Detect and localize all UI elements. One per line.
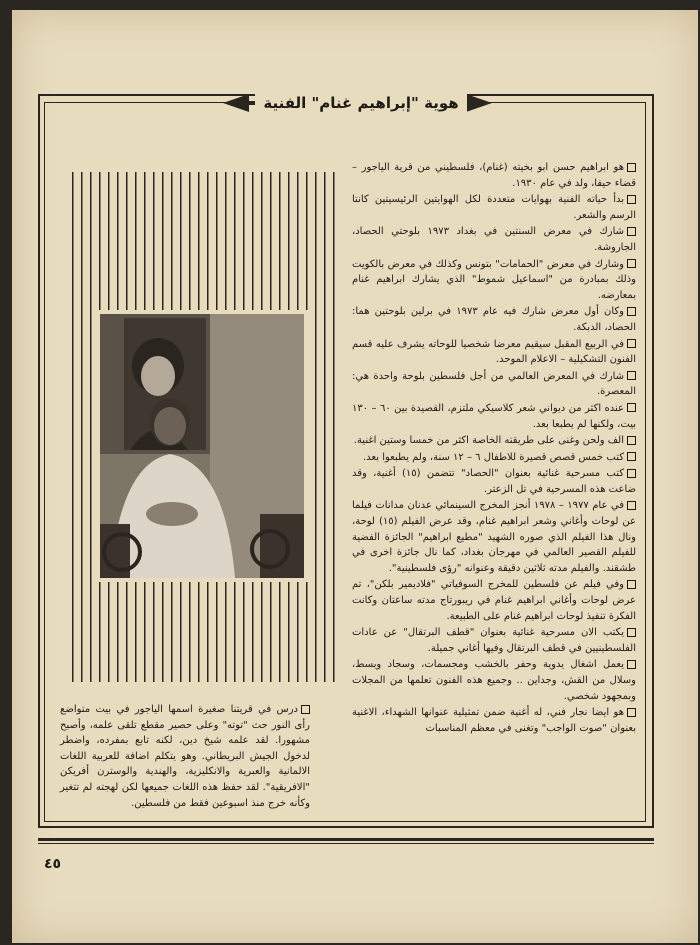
checkbox-bullet-icon [627, 436, 636, 445]
checkbox-bullet-icon [627, 339, 636, 348]
checkbox-bullet-icon [627, 371, 636, 380]
checkbox-bullet-icon [627, 227, 636, 236]
bio-text: كتب مسرحية غنائية بعنوان "الحصاد" تتضمن (١٥) أغنية، وقد ضاعت هذه المسرحية في تل الزعتر. [352, 468, 636, 495]
bio-paragraph [352, 257, 636, 304]
checkbox-bullet-icon [627, 195, 636, 204]
artist-photo [100, 314, 304, 578]
bio-text: في عام ١٩٧٧ – ١٩٧٨ أنجز المخرج السينمائي عدنان مدانات فيلما عن لوحات وأغاني وشعر ابراهيم غنام، وقد عرض الفيلم (١٥) لوحة، ونال هذا الفيلم الذي صوره الشهيد "مطيع ابراهيم" الجائزة الفضية للفيلم القصير العالمي في مهرجان بغداد، كما نال جائزة اخرى في طشقند. والفيلم مدته ثلاثين دقيقة وعنوانه "رؤى فلسطينية". [352, 500, 636, 574]
bio-paragraph [352, 192, 636, 223]
bio-text: يعمل اشغال يدوية وحفر بالخشب ومجسمات، وسجاد وبسط، وسلال من القش، وجداين .. وجميع هذه الفنون تعلمها من المجلات وبمجهود شخصي. [352, 659, 636, 702]
checkbox-bullet-icon [627, 708, 636, 717]
bio-text: وفي فيلم عن فلسطين للمخرج السوفياتي "فلاديمير بلكن"، تم عرض لوحات وأغاني ابراهيم غنام في ريبورتاج مدته ساعتان وكانت الفكرة تنفيذ لوحات ابراهيم غنام على الطبيعة. [352, 579, 636, 622]
bio-paragraph [352, 450, 636, 466]
bio-text: يكتب الان مسرحية غنائية بعنوان "قطف البرتقال" عن عادات الفلسطينيين في قطف البرتقال وفيها أغاني جميلة. [352, 627, 636, 654]
bio-text: في الربيع المقبل سيقيم معرضا شخصيا للوحاته يشرف عليه قسم الفنون التشكيلية – الاعلام الموحد. [352, 338, 636, 366]
bio-text: شارك في معرض السنتين في بغداد ١٩٧٣ بلوحتي الحصاد، الجاروشة. [352, 226, 636, 253]
bio-text: وشارك في معرض "الحمامات" بتونس وكذلك في معرض بالكويت وذلك بمبادرة من "اسماعيل شموط" الذي يشارك ابراهيم غنام بمعارضه. [352, 258, 636, 301]
bio-text: الف ولحن وغنى على طريقته الخاصة اكثر من خمسا وستين اغنية. [353, 435, 624, 447]
bio-paragraph [352, 657, 636, 704]
bio-text: بدأ حياته الفنية بهوايات متعددة لكل الهوايتين الرئيسيتين كانتا الرسم والشعر. [352, 194, 636, 221]
bottom-divider-thin [38, 843, 654, 844]
bio-paragraph [352, 705, 636, 736]
bio-paragraph [352, 304, 636, 335]
bio-paragraph [352, 160, 636, 191]
checkbox-bullet-icon [301, 705, 310, 714]
bio-text: كتب خمس قصص قصيرة للاطفال ٦ – ١٢ سنة، ولم يطبعوا بعد. [362, 451, 624, 463]
bio-paragraph [352, 466, 636, 497]
checkbox-bullet-icon [627, 452, 636, 461]
checkbox-bullet-icon [627, 580, 636, 589]
bio-text: عنده اكثر من ديواني شعر كلاسيكي ملتزم، القصيدة بين ٦٠ – ١٣٠ بيت، ولكنها لم يطبعا بعد. [352, 402, 636, 430]
checkbox-bullet-icon [627, 259, 636, 268]
biography-column [352, 160, 636, 737]
bio-paragraph [352, 433, 636, 449]
bottom-divider [38, 838, 654, 841]
bio-text: هو ايضا نجار فني، له أغنية ضمن تمثيلية عنوانها الشهداء، الاغنية بعنوان "صوت الواجب" وتغنى في معظم المناسبات [352, 707, 636, 734]
bio-paragraph [352, 625, 636, 656]
bio-paragraph [352, 337, 636, 368]
checkbox-bullet-icon [627, 628, 636, 637]
bio-paragraph [352, 369, 636, 400]
bio-text: شارك في المعرض العالمي من أجل فلسطين بلوحة واحدة هي: المعصرة. [352, 370, 636, 398]
checkbox-bullet-icon [627, 163, 636, 172]
checkbox-bullet-icon [627, 501, 636, 510]
bio-paragraph [352, 224, 636, 255]
bio-paragraph [352, 401, 636, 432]
checkbox-bullet-icon [627, 403, 636, 412]
checkbox-bullet-icon [627, 307, 636, 316]
page-number: ٤٥ [44, 856, 62, 872]
title-bar [225, 88, 497, 118]
bio-text: وكان أول معرض شارك فيه عام ١٩٧٣ في برلين بلوحتين هما: الحصاد، الدبكة. [352, 306, 636, 333]
bio-text: هو ابراهيم حسن ابو بخيته (غنام)، فلسطيني من قرية الياجور – قضاء حيفا، ولد في عام ١٩٣٠. [352, 162, 636, 189]
checkbox-bullet-icon [627, 469, 636, 478]
checkbox-bullet-icon [627, 660, 636, 669]
artist-photo-illustration [100, 314, 304, 578]
caption-paragraph [60, 702, 310, 811]
bio-paragraph [352, 498, 636, 576]
bio-paragraph [352, 577, 636, 624]
caption-text: درس في قريتنا صغيرة اسمها الياجور في بيت متواضع رأى النور حث "توته" وعلى حصير مقطع تلقى علمه، وأصبح مشهورا. لقد علمه شيخ دين، لكنه تابع بمفرده، واضطر لدخول الجيش البريطاني. وهو يتكلم اضافة للعربية اللغات الالمانية والعبرية والانكليزية، والهندية والوسترن أفريكن "الافريقية". لقد حفظ هذه اللغات جميعها لكن لهجته لم تتغير وكأنه خرج منذ اسبوعين فقط من فلسطين. [60, 704, 310, 809]
article-title: هوية "إبراهيم غنام" الفنية [255, 94, 466, 112]
